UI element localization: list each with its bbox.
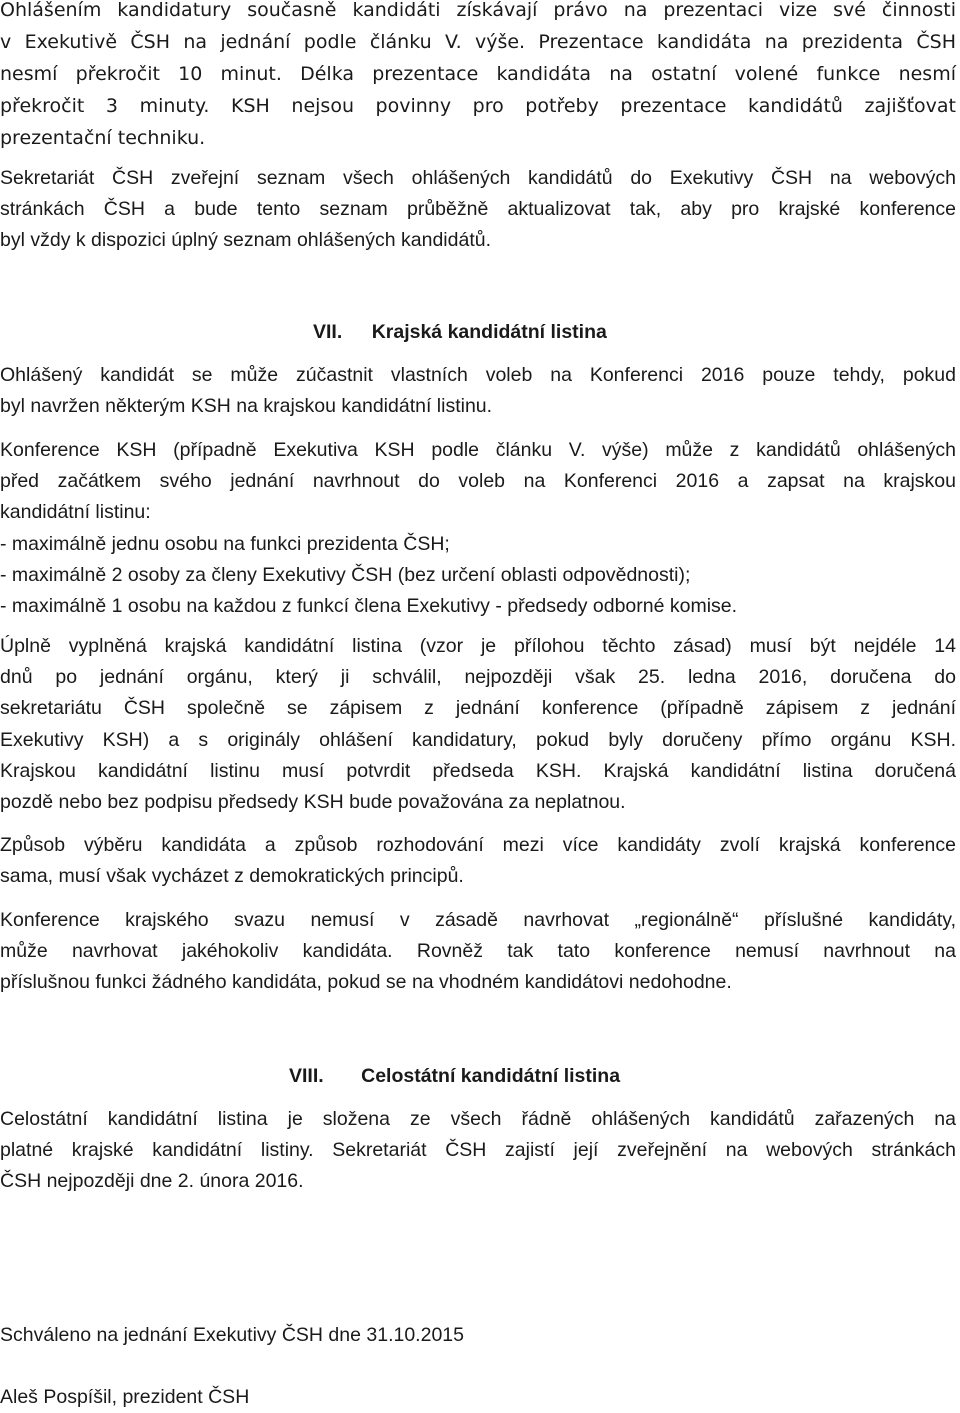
text-line: nesmí překročit 10 minut. Délka prezentace kandidáta na ostatní volené funkce nesmí [0,63,956,85]
submission-paragraph [0,631,956,818]
presentation-rules-paragraph [0,0,956,154]
list-item: - maximálně 2 osoby za členy Exekutivy ČSH (bez určení oblasti odpovědnosti); [0,563,691,586]
text-line: stránkách ČSH a bude tento seznam průběžně aktualizovat tak, aby pro krajské konference [0,198,956,221]
text-line: Konference KSH (případně Exekutiva KSH podle článku V. výše) může z kandidátů ohlášených [0,439,956,461]
signature-text: Aleš Pospíšil, prezident ČSH [0,1386,250,1408]
text-line: Celostátní kandidátní listina je složena ze všech řádně ohlášených kandidátů zařazených na [0,1108,956,1130]
text-line: prezentační techniku. [0,127,206,149]
text-line: ČSH nejpozději dne 2. února 2016. [0,1170,304,1193]
section-title: Celostátní kandidátní listina [361,1065,621,1087]
approval-text: Schváleno na jednání Exekutivy ČSH dne 31.10.2015 [0,1324,464,1346]
nomination-paragraph [0,435,956,622]
text-line: pozdě nebo bez podpisu předsedy KSH bude považována za neplatnou. [0,791,626,814]
section-number: VIII. [289,1065,324,1087]
signature-line [0,1382,956,1413]
approval-note [0,1320,956,1351]
section-number: VII. [313,321,343,343]
text-line: může navrhovat jakéhokoliv kandidáta. Rovněž tak tato konference nemusí navrhnout na [0,940,956,963]
selection-method-paragraph [0,830,956,892]
text-line: v Exekutivě ČSH na jednání podle článku V. výše. Prezentace kandidáta na prezidenta ČSH [0,31,956,53]
text-line: Krajskou kandidátní listinu musí potvrdit předseda KSH. Krajská kandidátní listina doručená [0,759,956,782]
text-line: před začátkem svého jednání navrhnout do voleb na Konferenci 2016 a zapsat na krajskou [0,470,956,493]
text-line: Úplně vyplněná krajská kandidátní listina (vzor je přílohou těchto zásad) musí být nejdéle 14 [0,635,956,657]
text-line: Sekretariát ČSH zveřejní seznam všech ohlášených kandidátů do Exekutivy ČSH na webových [0,167,956,189]
text-line: platné krajské kandidátní listiny. Sekretariát ČSH zajistí její zveřejnění na webových stránkách [0,1139,956,1162]
eligibility-paragraph [0,360,956,422]
text-line: sama, musí však vycházet z demokratických principů. [0,865,464,888]
text-line: překročit 3 minuty. KSH nejsou povinny pro potřeby prezentace kandidátů zajišťovat [0,95,956,117]
text-line: byl navržen některým KSH na krajskou kandidátní listinu. [0,395,493,418]
section-heading-viii [289,1061,620,1091]
text-line: byl vždy k dispozici úplný seznam ohlášených kandidátů. [0,229,492,252]
text-line: sekretariátu ČSH společně se zápisem z jednání konference (případně zápisem z jednání [0,697,956,720]
candidate-list-publication-paragraph [0,163,956,257]
text-line: Způsob výběru kandidáta a způsob rozhodování mezi více kandidáty zvolí krajská konference [0,834,956,856]
regional-nomination-paragraph [0,905,956,999]
text-line: příslušnou funkci žádného kandidáta, pokud se na vhodném kandidátovi nedohodne. [0,971,732,994]
text-line: dnů po jednání orgánu, který ji schválil, nejpozději však 25. ledna 2016, doručena do [0,666,956,689]
list-item: - maximálně 1 osobu na každou z funkcí člena Exekutivy - předsedy odborné komise. [0,595,738,618]
text-line: Ohlášený kandidát se může zúčastnit vlastních voleb na Konferenci 2016 pouze tehdy, pokud [0,364,956,386]
national-list-paragraph [0,1104,956,1198]
section-heading-vii [313,317,607,347]
section-title: Krajská kandidátní listina [371,321,607,343]
text-line: Ohlášením kandidatury současně kandidáti získávají právo na prezentaci vize své činnosti [0,0,956,21]
text-line: Konference krajského svazu nemusí v zásadě navrhovat „regionálně“ příslušné kandidáty, [0,909,956,931]
text-line: kandidátní listinu: [0,501,151,524]
list-item: - maximálně jednu osobu na funkci prezidenta ČSH; [0,532,450,555]
text-line: Exekutivy KSH) a s originály ohlášení kandidatury, pokud byly doručeny přímo orgánu KSH. [0,728,956,751]
